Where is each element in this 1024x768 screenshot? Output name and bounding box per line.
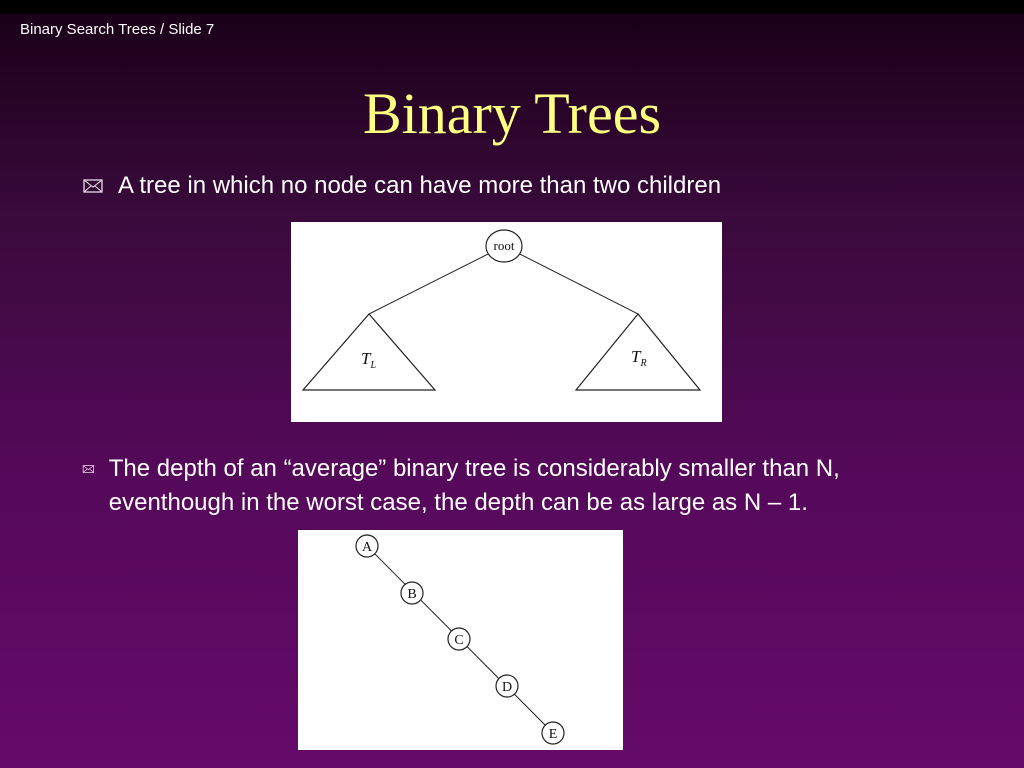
bullet-text-2: The depth of an “average” binary tree is considerably smaller than N, eventhough in the worst case, the depth can be as large as N – 1. bbox=[108, 455, 840, 516]
binary-tree-figure bbox=[291, 222, 722, 422]
degenerate-tree-figure bbox=[298, 530, 623, 750]
node-a-label: A bbox=[361, 540, 373, 555]
node-c-label: C bbox=[454, 633, 464, 648]
bullet-text-1: A tree in which no node can have more than two children bbox=[118, 172, 722, 199]
node-e-label: E bbox=[548, 727, 558, 742]
bullet-item-2 bbox=[82, 452, 942, 520]
envelope-icon bbox=[82, 460, 95, 478]
node-d-label: D bbox=[501, 680, 513, 695]
slide-title: Binary Trees bbox=[362, 81, 662, 146]
left-subtree-label: $T_L$ bbox=[361, 349, 377, 371]
root-node-label: root bbox=[493, 238, 515, 253]
bullet-item-1 bbox=[82, 169, 721, 203]
right-subtree-label: $T_R$ bbox=[631, 347, 647, 369]
slide-header: Binary Search Trees / Slide 7 bbox=[20, 21, 215, 38]
envelope-icon bbox=[82, 177, 104, 195]
node-b-label: B bbox=[407, 587, 417, 602]
